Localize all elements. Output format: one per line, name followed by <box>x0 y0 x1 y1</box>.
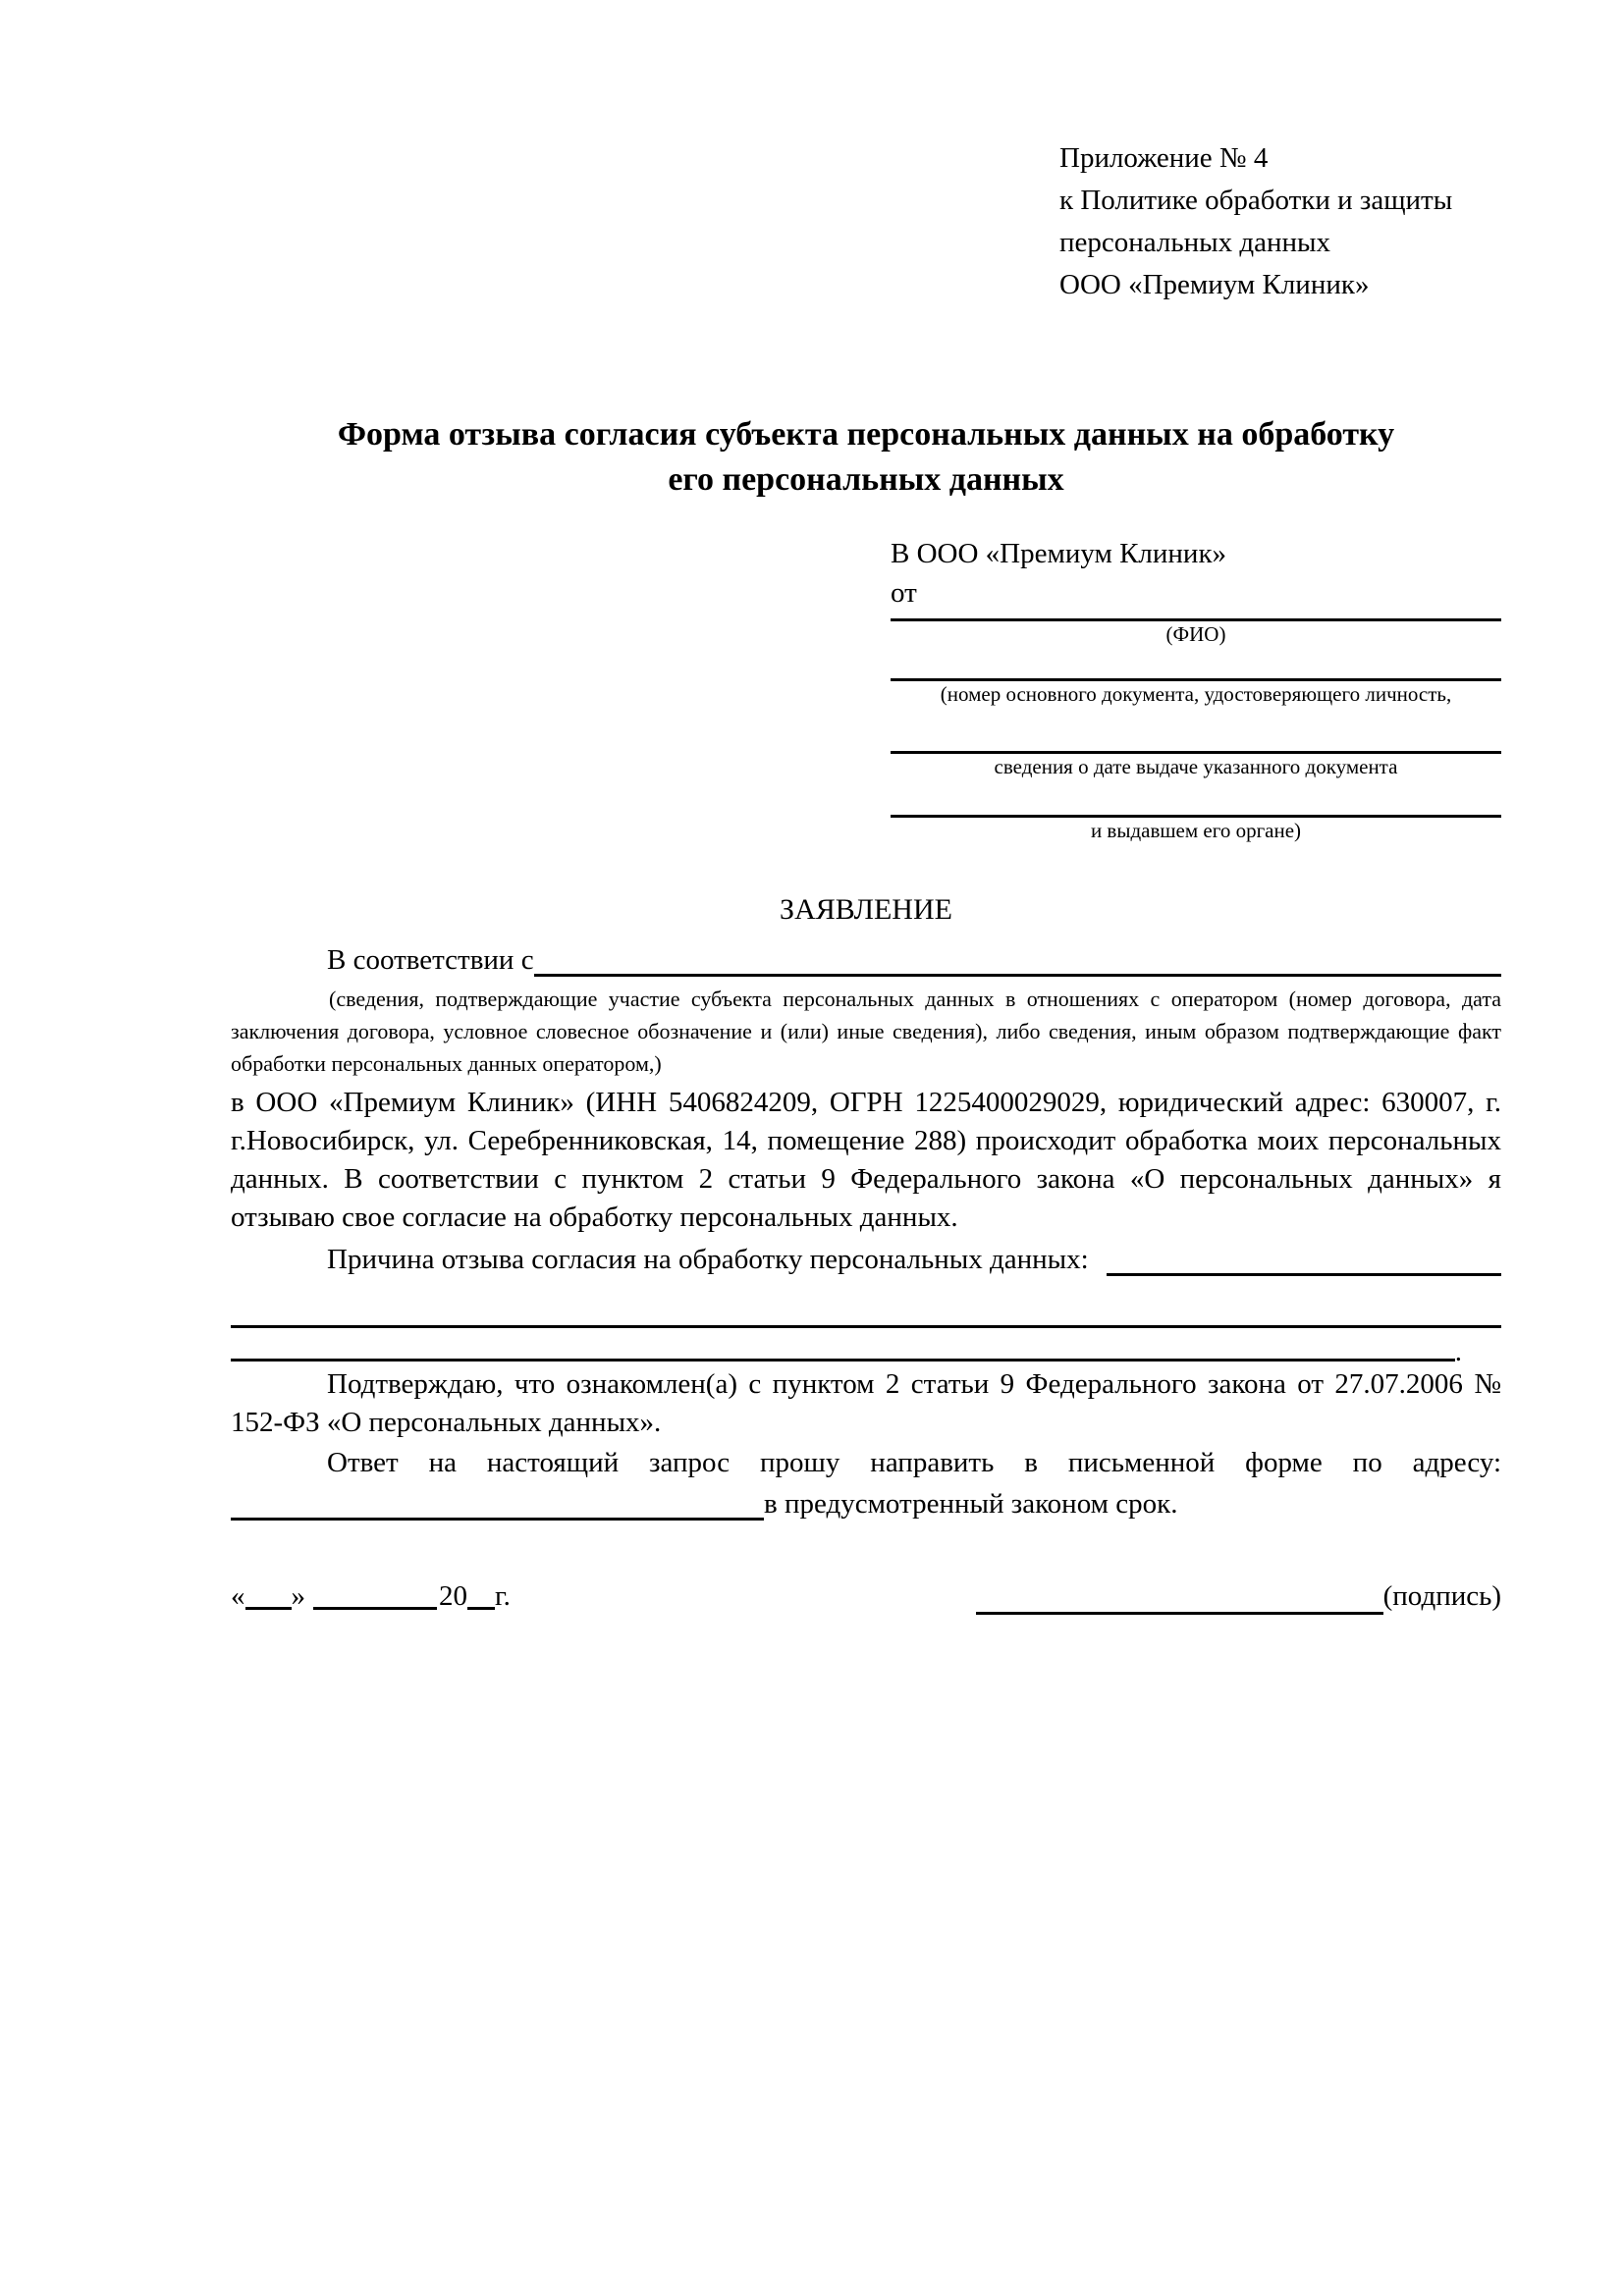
document-number-input-line[interactable] <box>891 647 1501 681</box>
document-title-line: Форма отзыва согласия субъекта персональных данных на обработку <box>337 416 1395 453</box>
signature-input-line[interactable] <box>976 1579 1383 1615</box>
address-input-line[interactable] <box>231 1518 764 1521</box>
issuing-authority-caption: и выдавшем его органе) <box>1090 819 1302 842</box>
reason-label: Причина отзыва согласия на обработку персональных данных: <box>327 1244 1089 1275</box>
appendix-block <box>1059 137 1501 306</box>
addressee-organization: В ООО «Премиум Клиник» <box>891 538 1227 569</box>
issue-date-input-line[interactable] <box>891 707 1501 754</box>
issue-date-field <box>891 707 1501 779</box>
addressee-from-label: от <box>891 577 917 609</box>
body-paragraph: в ООО «Премиум Клиник» (ИНН 5406824209, ОГРН 1225400029029, юридический адрес: 630007, г. г.Новосибирск, ул. Серебренниковская, 14, помещение 288) происходит обработка моих персональных данных. В соответствии с пунктом 2 статьи 9 Федерального закона «О персональных данных» я отзываю свое согласие на обработку персональных данных. <box>231 1087 1501 1233</box>
issuing-authority-field <box>891 779 1501 843</box>
reason-row <box>231 1237 1501 1276</box>
basis-lead-text: В соответствии с <box>327 944 534 976</box>
reason-input-line-2[interactable] <box>231 1276 1501 1328</box>
fio-field-caption: (ФИО) <box>1165 622 1226 646</box>
reply-request-text: Ответ на настоящий запрос прошу направить в письменной форме по адресу: <box>327 1447 1501 1478</box>
date-signature-row <box>231 1577 1501 1615</box>
confirmation-paragraph: Подтверждаю, что ознакомлен(а) с пунктом 2 статьи 9 Федерального закона от 27.07.2006 № 152-ФЗ «О персональных данных». <box>231 1368 1501 1438</box>
basis-input-line[interactable] <box>534 974 1501 977</box>
date-close-quote: » <box>291 1580 305 1612</box>
appendix-line: персональных данных <box>1059 227 1331 258</box>
document-number-caption: (номер основного документа, удостоверяющего личность, <box>940 682 1452 706</box>
fio-field <box>891 613 1501 647</box>
date-open-quote: « <box>231 1580 245 1612</box>
statement-heading: ЗАЯВЛЕНИЕ <box>780 893 952 926</box>
date-year-input-line[interactable] <box>467 1577 495 1610</box>
reply-address-row <box>231 1482 1501 1521</box>
fio-input-line[interactable] <box>891 613 1501 621</box>
document-title <box>231 412 1501 503</box>
reason-input-line-3[interactable] <box>231 1359 1455 1362</box>
appendix-line: Приложение № 4 <box>1059 142 1269 174</box>
date-day-input-line[interactable] <box>245 1577 292 1610</box>
reason-input-line-1[interactable] <box>1107 1273 1501 1276</box>
reason-end-period: . <box>1454 1336 1462 1367</box>
reply-tail-text: в предусмотренный законом срок. <box>764 1488 1178 1520</box>
date-field <box>231 1577 511 1615</box>
date-month-input-line[interactable] <box>313 1577 437 1610</box>
document-number-field <box>891 647 1501 707</box>
issue-date-caption: сведения о дате выдаче указанного документа <box>994 755 1398 778</box>
footnote-text: (сведения, подтверждающие участие субъекта персональных данных в отношениях с оператором (номер договора, дата заключения договора, условное словесное обозначение и (или) иные сведения), либо сведения, иным образом подтверждающие факт обработки персональных данных оператором,) <box>231 987 1501 1076</box>
appendix-line: ООО «Премиум Клиник» <box>1059 269 1370 300</box>
signature-caption: (подпись) <box>1382 1580 1501 1612</box>
basis-row <box>231 939 1501 977</box>
addressee-block <box>891 534 1501 843</box>
document-title-line: его персональных данных <box>668 461 1064 498</box>
reason-end-row <box>231 1328 1501 1367</box>
issuing-authority-input-line[interactable] <box>891 779 1501 818</box>
date-year-prefix: 20 <box>439 1580 467 1612</box>
date-year-suffix: г. <box>495 1580 511 1612</box>
appendix-line: к Политике обработки и защиты <box>1059 185 1453 216</box>
signature-field <box>976 1577 1501 1615</box>
